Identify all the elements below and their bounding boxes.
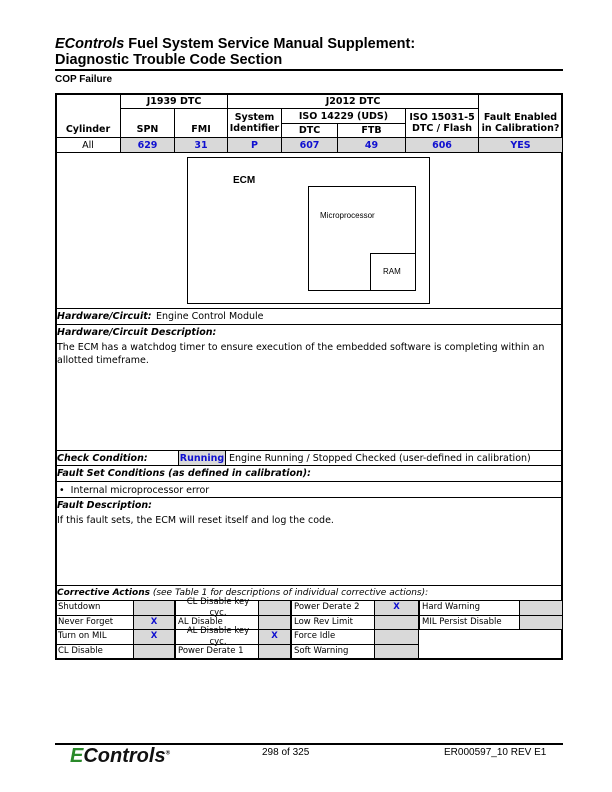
- check-value: Engine Running / Stopped Checked (user-defined in calibration): [229, 453, 531, 464]
- value-spn: 629: [120, 137, 175, 153]
- check-badge: Running: [178, 450, 226, 466]
- divider: [55, 585, 563, 586]
- corrective-action-value: [519, 615, 563, 631]
- econtrols-logo: EControls®: [70, 745, 170, 767]
- corrective-action-value: X: [133, 615, 175, 631]
- divider: [55, 308, 563, 309]
- corrective-action-label: Shutdown: [55, 600, 134, 616]
- title-rule: [55, 69, 563, 71]
- corrective-action-value: [258, 600, 291, 616]
- corrective-action-label: Turn on MIL: [55, 629, 134, 645]
- divider: [55, 481, 563, 482]
- corrective-action-value: [374, 629, 419, 645]
- corrective-action-value: [133, 644, 175, 660]
- value-ftb: 49: [337, 137, 406, 153]
- corrective-action-label: Power Derate 2: [291, 600, 375, 616]
- value-fault-enabled: YES: [478, 137, 563, 153]
- corrective-action-label: AL Disable key cyc.: [175, 629, 259, 645]
- header-cylinder: Cylinder: [55, 93, 121, 138]
- fault-set-label: Fault Set Conditions (as defined in calibration):: [57, 468, 311, 479]
- corrective-label: Corrective Actions: [57, 588, 150, 598]
- corrective-action-value: [519, 600, 563, 616]
- corrective-note: (see Table 1 for descriptions of individual corrective actions):: [149, 588, 429, 598]
- corrective-action-label: CL Disable: [55, 644, 134, 660]
- hardware-label: Hardware/Circuit:: [57, 311, 152, 322]
- document-number: ER000597_10 REV E1: [444, 747, 547, 758]
- title-brand: EControls: [55, 36, 125, 52]
- fault-desc-text: If this fault sets, the ECM will reset itself and log the code.: [57, 515, 334, 526]
- corrective-action-label: AL Disable: [175, 615, 259, 631]
- ram-label: RAM: [383, 267, 401, 276]
- corrective-action-label: MIL Persist Disable: [419, 615, 520, 631]
- hardware-desc: The ECM has a watchdog timer to ensure execution of the embedded software is completing within an allotted timeframe.: [57, 342, 545, 366]
- hardware-value: Engine Control Module: [156, 311, 264, 322]
- corrective-action-label: CL Disable key cyc.: [175, 600, 259, 616]
- corrective-action-value: X: [374, 600, 419, 616]
- value-fmi: 31: [174, 137, 228, 153]
- value-dtc: 607: [281, 137, 338, 153]
- corrective-action-value: [258, 644, 291, 660]
- corrective-action-value: [258, 615, 291, 631]
- microprocessor-label: Microprocessor: [320, 211, 375, 220]
- fault-set-item: • Internal microprocessor error: [59, 485, 210, 496]
- corrective-action-value: [374, 644, 419, 660]
- header-spn: SPN: [120, 108, 175, 138]
- corrective-action-label: Low Rev Limit: [291, 615, 375, 631]
- corrective-action-value: [133, 600, 175, 616]
- divider: [55, 450, 563, 451]
- corrective-action-label: Soft Warning: [291, 644, 375, 660]
- fault-set-text: Internal microprocessor error: [70, 485, 210, 496]
- value-cylinder: All: [55, 137, 121, 153]
- header-ftb: FTB: [337, 123, 406, 138]
- title-rest: Fuel System Service Manual Supplement:: [124, 36, 416, 52]
- value-iso15031: 606: [405, 137, 479, 153]
- title-line2: Diagnostic Trouble Code Section: [55, 52, 283, 68]
- divider: [55, 497, 563, 498]
- corrective-action-label: Never Forget: [55, 615, 134, 631]
- divider: [55, 465, 563, 466]
- page-number: 298 of 325: [262, 747, 310, 758]
- header-j1939: J1939 DTC: [120, 93, 228, 109]
- header-j2012: J2012 DTC: [227, 93, 479, 109]
- check-label: Check Condition:: [57, 453, 148, 464]
- corrective-action-label: Hard Warning: [419, 600, 520, 616]
- hardware-desc-label: Hardware/Circuit Description:: [57, 327, 217, 338]
- section-title: COP Failure: [55, 74, 113, 85]
- header-fault-enabled: Fault Enabled in Calibration?: [478, 93, 563, 138]
- fault-desc-label: Fault Description:: [57, 500, 152, 511]
- document-title: [55, 36, 415, 68]
- corrective-action-label: Power Derate 1: [175, 644, 259, 660]
- header-dtc: DTC: [281, 123, 338, 138]
- ecm-label: ECM: [233, 175, 256, 186]
- corrective-action-value: X: [133, 629, 175, 645]
- value-system-id: P: [227, 137, 282, 153]
- header-system-id: System Identifier: [227, 108, 282, 138]
- corrective-action-value: X: [258, 629, 291, 645]
- corrective-action-label: Force Idle: [291, 629, 375, 645]
- divider: [55, 324, 563, 325]
- corrective-action-value: [374, 615, 419, 631]
- header-iso15031: ISO 15031-5 DTC / Flash: [405, 108, 479, 138]
- header-fmi: FMI: [174, 108, 228, 138]
- header-iso14229: ISO 14229 (UDS): [281, 108, 406, 124]
